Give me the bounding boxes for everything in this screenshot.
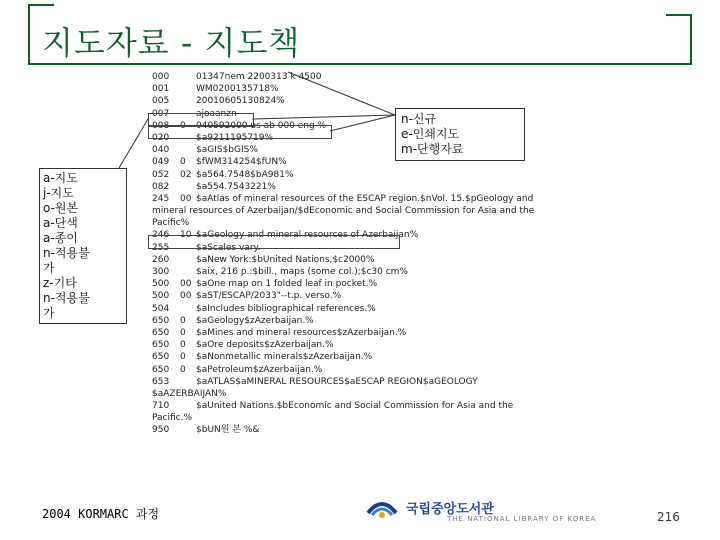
marc-field-value: 040592000 us ab 000 eng % [196, 120, 327, 131]
marc-indicator: 0 [180, 352, 186, 363]
field-007-annotation [39, 168, 127, 324]
marc-tag: 246 [152, 230, 170, 241]
library-subtitle: THE NATIONAL LIBRARY OF KOREA [447, 515, 597, 523]
marc-indicator: 00 [180, 193, 192, 204]
annotation-line: e-인쇄지도 [401, 127, 460, 141]
marc-indicator: 0 [180, 364, 186, 375]
marc-field-value: $aIncludes bibliographical references.% [196, 303, 376, 314]
marc-tag: 007 [152, 108, 170, 119]
marc-field-value: mineral resources of Azerbaijan/$dEconomic and Social Commission for Asia and the [152, 206, 535, 217]
annotation-line: a-지도 [43, 171, 78, 185]
annotation-line: a-단색 [43, 216, 78, 230]
marc-field-value: $aNonmetallic minerals$zAzerbaijan.% [196, 352, 373, 363]
annotation-line: 가 [43, 306, 55, 320]
annotation-line: 가 [43, 261, 55, 275]
marc-field-value: $aScales vary. [196, 242, 261, 253]
annotation-line: a-종이 [43, 231, 78, 245]
marc-field-value: $aST/ESCAP/2033"--t.p. verso.% [196, 291, 342, 302]
marc-tag: 504 [152, 303, 170, 314]
marc-tag: 040 [152, 145, 170, 156]
marc-tag: 008 [152, 120, 170, 131]
marc-indicator: 02 [180, 169, 192, 180]
marc-field-value: ajoaanzn [196, 108, 237, 119]
marc-tag: 001 [152, 84, 170, 95]
marc-tag: 650 [152, 352, 170, 363]
marc-tag: 245 [152, 193, 170, 204]
library-emblem-icon [364, 493, 400, 521]
marc-field-value: $aATLAS$aMINERAL RESOURCES$aESCAP REGION$aGEOLOGY [196, 376, 478, 387]
field-008-annotation [395, 108, 525, 161]
marc-field-value: $aGIS$bGIS% [196, 145, 258, 156]
marc-tag: 500 [152, 291, 170, 302]
annotation-line: n-적용불 [43, 246, 90, 260]
marc-tag: 650 [152, 327, 170, 338]
marc-field-value: 20010605130824% [196, 96, 285, 107]
annotation-line: j-지도 [43, 186, 74, 200]
marc-field-value: $aOne map on 1 folded leaf in pocket.% [196, 279, 378, 290]
marc-tag: 052 [152, 169, 170, 180]
marc-indicator: 0 [180, 340, 186, 351]
marc-field-value: $a564.7548$bA981% [196, 169, 294, 180]
marc-field-value: $aix, 216 p.:$bill., maps (some col.);$c30 cm% [196, 267, 408, 277]
marc-field-value: $aAZERBAIJAN% [152, 388, 227, 399]
annotation-line: n-적용불 [43, 291, 90, 305]
marc-tag: 049 [152, 157, 170, 168]
marc-indicator: 00 [180, 279, 192, 290]
marc-field-value: $aPetroleum$zAzerbaijan.% [196, 364, 323, 375]
marc-field-value: $aNew York:$bUnited Nations,$c2000% [196, 254, 375, 265]
marc-indicator: 0 [180, 315, 186, 326]
marc-indicator: 0 [180, 327, 186, 338]
marc-tag: 260 [152, 254, 170, 265]
marc-field-value: Pacific.% [152, 413, 193, 424]
marc-tag: 653 [152, 376, 170, 387]
marc-indicator: 00 [180, 291, 192, 302]
library-name: 국립중앙도서관 [406, 501, 494, 517]
marc-tag: 082 [152, 181, 170, 192]
marc-indicator: 0 [180, 157, 186, 168]
marc-field-value: $aAtlas of mineral resources of the ESCAP region.$nVol. 15.$pGeology and [196, 193, 534, 204]
marc-tag: 650 [152, 364, 170, 375]
marc-tag: 710 [152, 401, 170, 412]
marc-tag: 650 [152, 340, 170, 351]
marc-field-value: $fWM314254$fUN% [196, 157, 287, 168]
marc-indicator: 10 [180, 230, 192, 241]
page-number: 216 [657, 510, 680, 524]
slide-title: 지도자료 - 지도책 [42, 24, 301, 62]
marc-indicator: 0 [180, 120, 186, 131]
marc-field-value: $a554.7543221% [196, 181, 276, 192]
marc-field-value: 01347nem 2200313 k 4500 [196, 72, 322, 82]
marc-tag: 020 [152, 132, 170, 143]
annotation-line: m-단행자료 [401, 142, 464, 156]
annotation-line: n-신규 [401, 112, 437, 126]
marc-field-value: $a9211195719% [196, 132, 274, 143]
marc-field-value: $aGeology and mineral resources of Azerbaijan% [196, 230, 419, 241]
marc-tag: 300 [152, 267, 170, 277]
marc-tag: 005 [152, 96, 170, 107]
marc-field-value: WM0200135718% [196, 84, 279, 95]
annotation-line: z-기타 [43, 276, 77, 290]
marc-field-value: $aGeology$zAzerbaijan.% [196, 315, 314, 326]
annotation-line: o-원본 [43, 201, 79, 215]
marc-tag: 000 [152, 72, 170, 82]
marc-tag: 950 [152, 425, 170, 436]
marc-tag: 500 [152, 279, 170, 290]
marc-tag: 650 [152, 315, 170, 326]
marc-field-value: Pacific% [152, 218, 190, 229]
marc-field-value: $aUnited Nations.$bEconomic and Social Commission for Asia and the [196, 401, 514, 412]
footer-course-label: 2004 KORMARC 과정 [42, 507, 160, 521]
marc-field-value: $bUN원 본 %& [196, 425, 260, 436]
marc-field-value: $aMines and mineral resources$zAzerbaijan.% [196, 327, 407, 338]
marc-tag: 255 [152, 242, 170, 253]
marc-field-value: $aOre deposits$zAzerbaijan.% [196, 340, 334, 351]
